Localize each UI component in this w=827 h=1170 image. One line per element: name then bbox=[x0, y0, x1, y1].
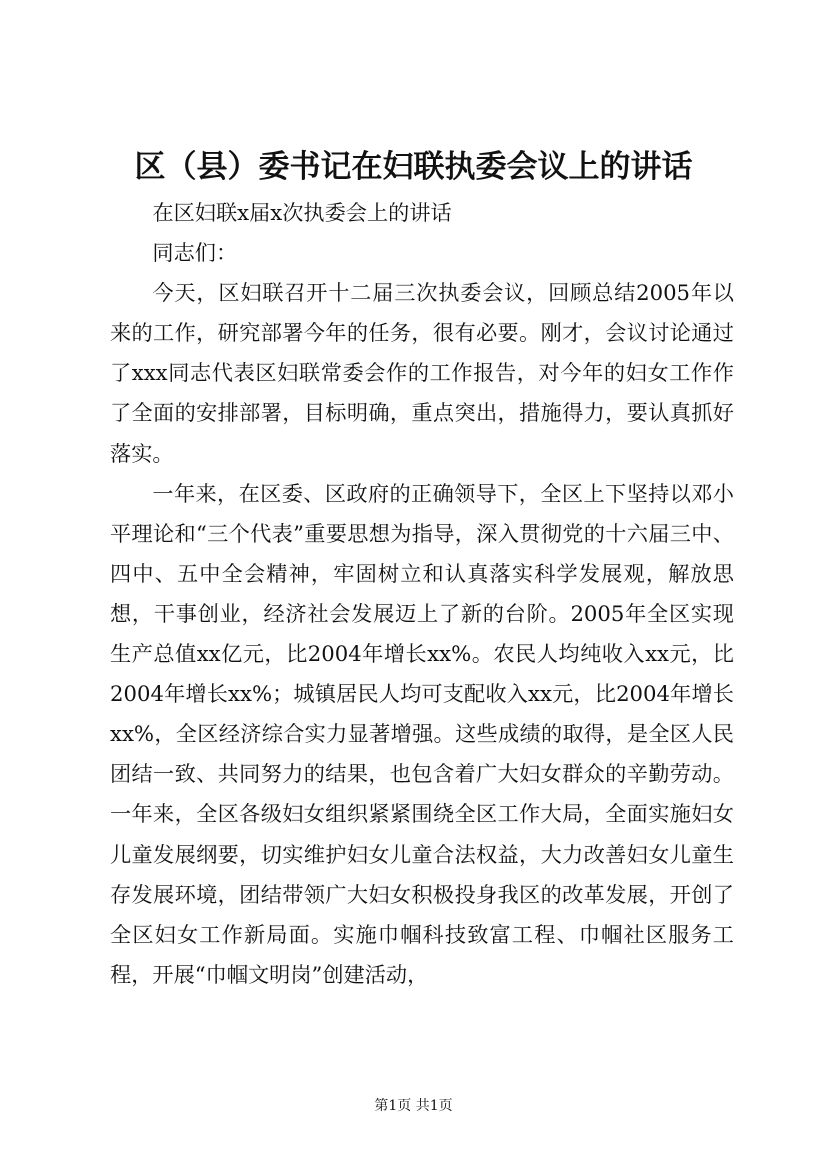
page-footer: 第1页 共1页 bbox=[374, 1098, 453, 1114]
document-title: 区（县）委书记在妇联执委会议上的讲话 bbox=[134, 149, 693, 185]
document-body bbox=[110, 193, 734, 995]
salutation-paragraph: 同志们： bbox=[152, 240, 238, 266]
body-paragraph: 今天，区妇联召开十二届三次执委会议，回顾总结2005年以来的工作，研究部署今年的任务，很有必要。刚才，会议讨论通过了xxx同志代表区妇联常委会作的工作报告，对今年的妇女工作作了全面的安排部署，目标明确，重点突出，措施得力，要认真抓好落实。 bbox=[110, 280, 734, 466]
body-paragraph: 一年来，在区委、区政府的正确领导下，全区上下坚持以邓小平理论和“三个代表”重要思想为指导，深入贯彻党的十六届三中、四中、五中全会精神，牢固树立和认真落实科学发展观，解放思想，干事创业，经济社会发展迈上了新的台阶。2005年全区实现生产总值xx亿元，比2004年增长xx%。农民人均纯收入xx元，比2004年增长xx%；城镇居民人均可支配收入xx元，比2004年增长xx%，全区经济综合实力显著增强。这些成绩的取得，是全区人民团结一致、共同努力的结果，也包含着广大妇女群众的辛勤劳动。一年来，全区各级妇女组织紧紧围绕全区工作大局，全面实施妇女儿童发展纲要，切实维护妇女儿童合法权益，大力改善妇女儿童生存发展环境，团结带领广大妇女积极投身我区的改革发展，开创了全区妇女工作新局面。实施巾帼科技致富工程、巾帼社区服务工程，开展“巾帼文明岗”创建活动， bbox=[110, 480, 734, 987]
subtitle-paragraph: 在区妇联x届x次执委会上的讲话 bbox=[152, 200, 452, 225]
